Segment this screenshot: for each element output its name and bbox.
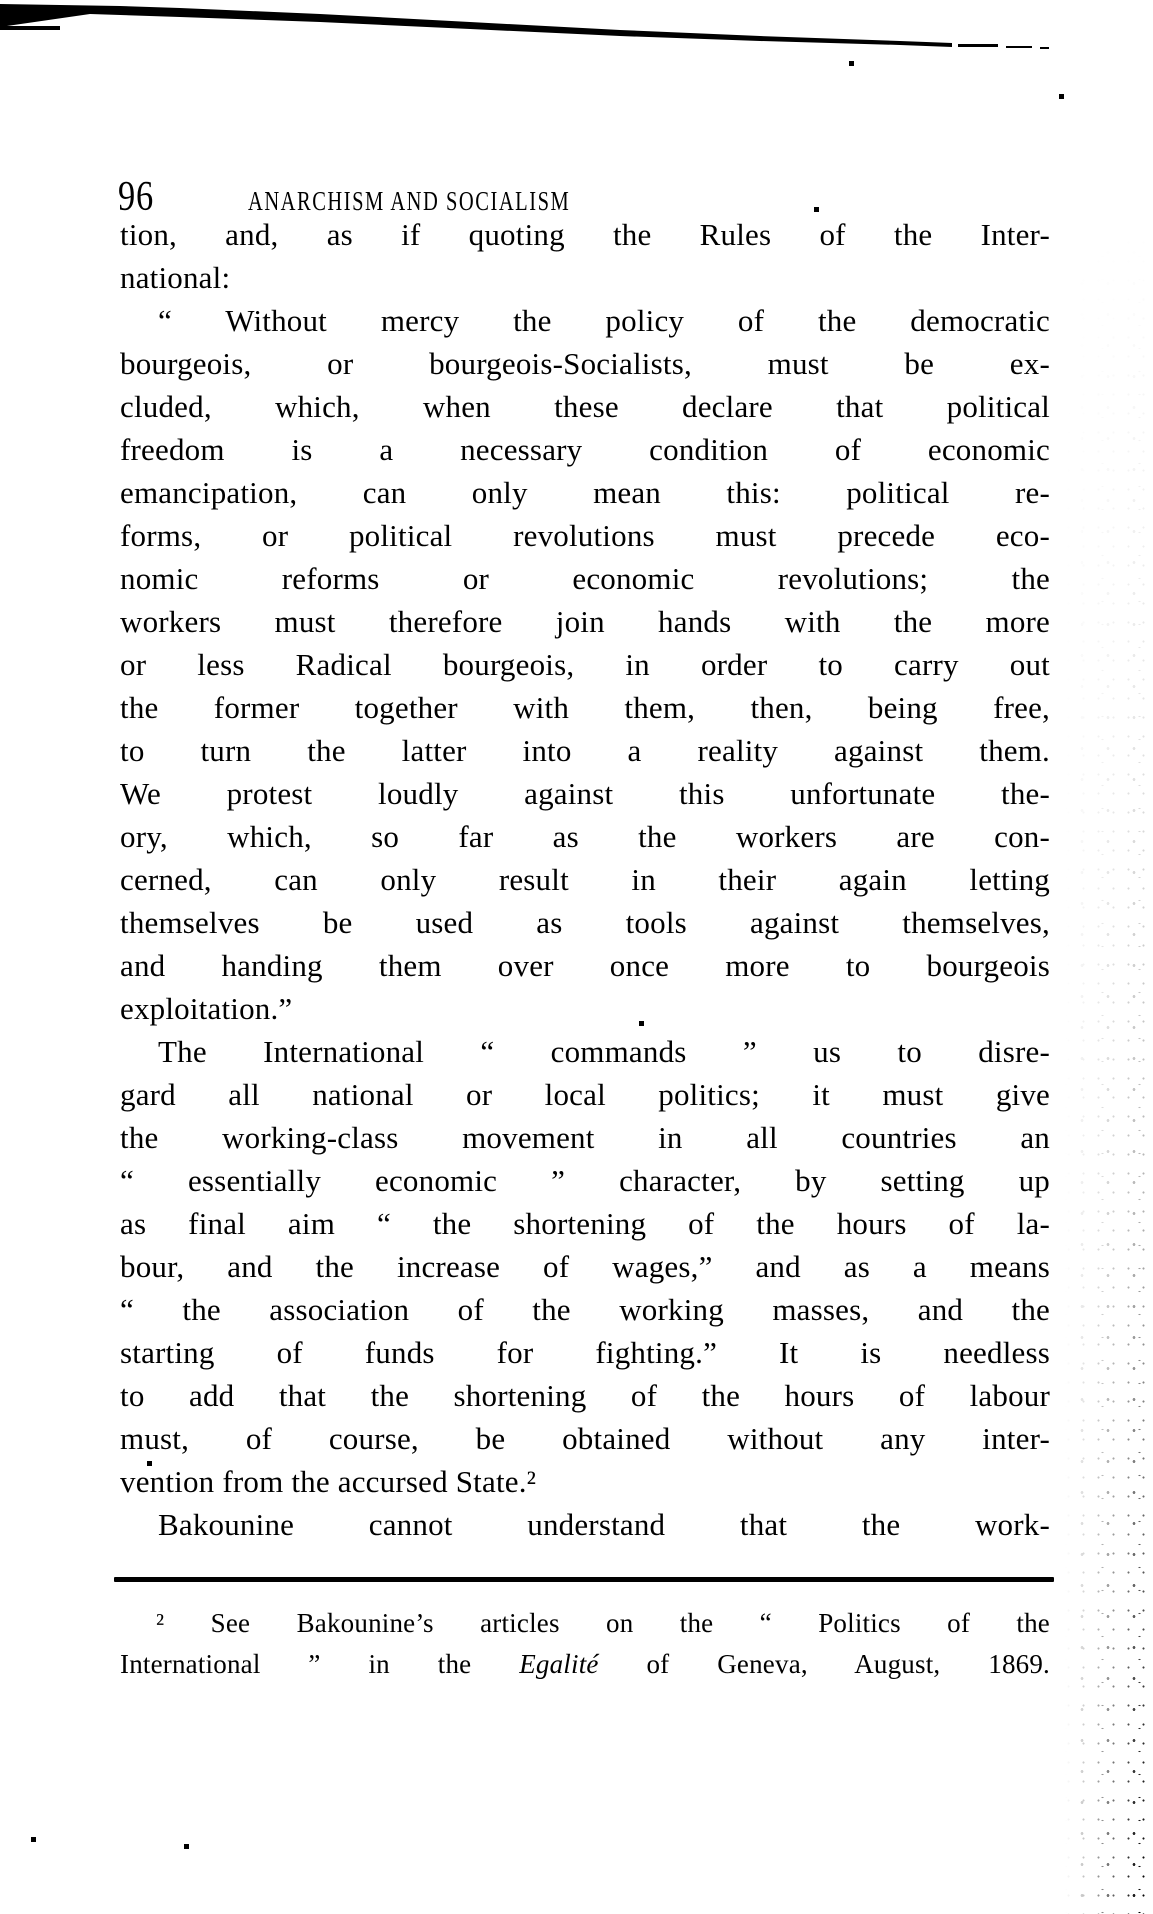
scan-edge-artifact — [0, 0, 1153, 60]
footnote-text-pre: International ” in the — [120, 1649, 520, 1679]
body-line: freedom is a necessary condition of economic — [120, 432, 1050, 467]
footnote-text-post: of Geneva, August, 1869. — [598, 1649, 1050, 1679]
body-line: workers must therefore join hands with the more — [120, 604, 1050, 639]
body-line: must, of course, be obtained without any inter- — [120, 1421, 1050, 1456]
body-line: the working-class movement in all countries an — [120, 1120, 1050, 1155]
footnote-line-1: ² See Bakounine’s articles on the “ Politics of the — [156, 1608, 1050, 1638]
body-line: We protest loudly against this unfortunate the- — [120, 776, 1050, 811]
body-line: starting of funds for fighting.” It is needless — [120, 1335, 1050, 1370]
body-line: “ Without mercy the policy of the democratic — [158, 303, 1050, 338]
body-line: Bakounine cannot understand that the work- — [158, 1507, 1050, 1542]
body-line: “ the association of the working masses, and the — [120, 1292, 1050, 1327]
footnote — [120, 1603, 1050, 1685]
body-line: bour, and the increase of wages,” and as a means — [120, 1249, 1050, 1284]
body-line: to turn the latter into a reality against them. — [120, 733, 1050, 768]
body-line: and handing them over once more to bourgeois — [120, 948, 1050, 983]
body-line: bourgeois, or bourgeois-Socialists, must be ex- — [120, 346, 1050, 381]
footnote-separator-rule — [114, 1577, 1054, 1582]
body-line: cluded, which, when these declare that political — [120, 389, 1050, 424]
scan-noise — [1065, 230, 1153, 1914]
body-line: The International “ commands ” us to disre- — [158, 1034, 1050, 1069]
body-line: vention from the accursed State.² — [120, 1464, 537, 1499]
body-line: forms, or political revolutions must precede eco- — [120, 518, 1050, 553]
body-line: exploitation.” — [120, 991, 293, 1026]
body-line: “ essentially economic ” character, by setting up — [120, 1163, 1050, 1198]
body-line: cerned, can only result in their again letting — [120, 862, 1050, 897]
body-line: themselves be used as tools against themselves, — [120, 905, 1050, 940]
body-line: emancipation, can only mean this: political re- — [120, 475, 1050, 510]
body-line: gard all national or local politics; it must give — [120, 1077, 1050, 1112]
body-line: nomic reforms or economic revolutions; the — [120, 561, 1050, 596]
footnote-line-2 — [120, 1644, 1050, 1685]
body-text — [120, 213, 1050, 1546]
body-line: tion, and, as if quoting the Rules of the Inter- — [120, 217, 1050, 252]
body-line: national: — [120, 260, 231, 295]
body-line: ory, which, so far as the workers are con- — [120, 819, 1050, 854]
body-line: to add that the shortening of the hours of labour — [120, 1378, 1050, 1413]
footnote-italic-egalite: Egalité — [519, 1649, 599, 1679]
page-number: 96 — [118, 174, 155, 220]
running-title: ANARCHISM AND SOCIALISM — [248, 186, 571, 216]
scan-speckles — [0, 0, 3, 3]
body-line: as final aim “ the shortening of the hours of la- — [120, 1206, 1050, 1241]
body-line: the former together with them, then, being free, — [120, 690, 1050, 725]
body-line: or less Radical bourgeois, in order to carry out — [120, 647, 1050, 682]
